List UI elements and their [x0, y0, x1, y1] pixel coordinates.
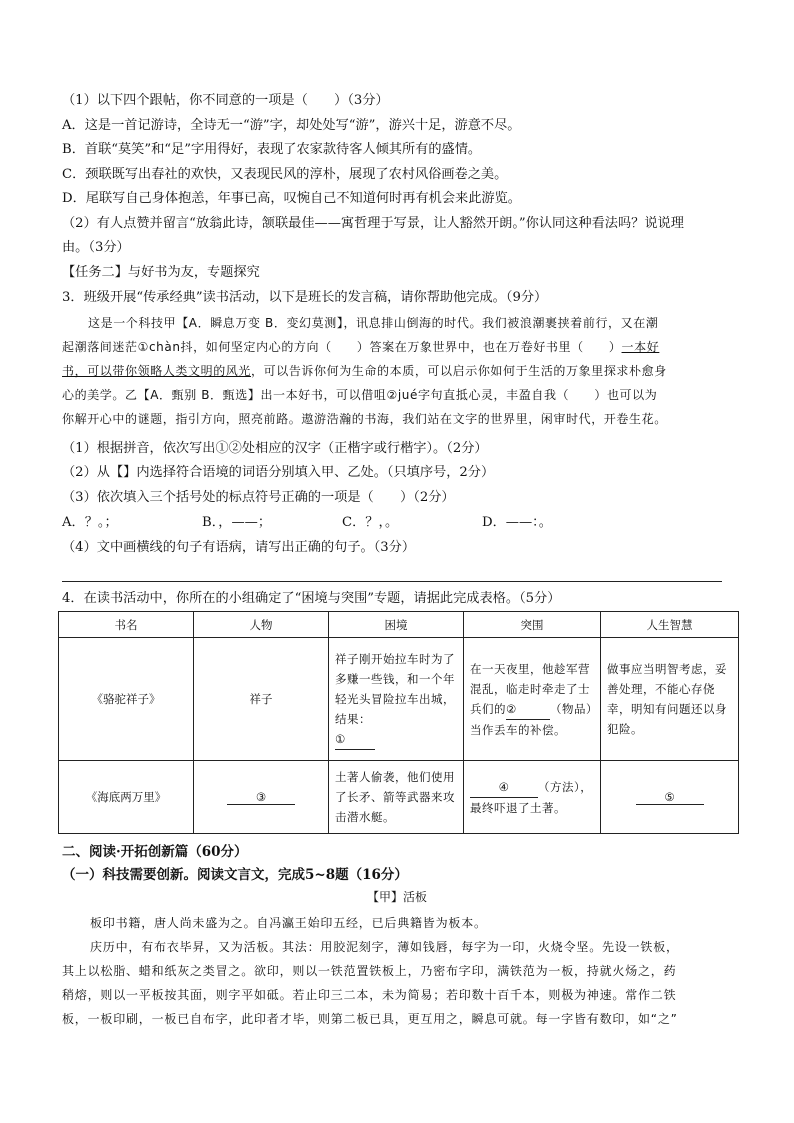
table-row: [59, 761, 739, 834]
row2-book: 《海底两万里》: [59, 761, 194, 834]
row2-dilemma: 土著人偷袭，他们使用了长矛、箭等武器来攻击潜水艇。: [329, 761, 464, 834]
q4-table: [58, 611, 739, 834]
q2-sub1: （1）以下四个跟帖，你不同意的一项是（ ）（3分）: [62, 93, 389, 108]
q3-option-b: B．，——；: [202, 515, 272, 530]
blank-5[interactable]: ⑤: [636, 790, 704, 805]
row1-person: 祥子: [194, 638, 329, 761]
q3-option-d: D．——：。: [482, 515, 552, 530]
q2-option-a: A．这是一首记游诗，全诗无一“游”字，却处处写“游”，游兴十足，游意不尽。: [62, 118, 521, 133]
blank-2[interactable]: ②: [506, 699, 550, 720]
passage-line-3: [62, 361, 667, 381]
q3-sub2: （2）从【】内选择符合语境的词语分别填入甲、乙处。（只填序号，2分）: [62, 465, 495, 480]
header-person: 人物: [194, 612, 329, 638]
row2-breakout: [464, 761, 601, 834]
classical-para-2-line-4: 板，一板印刷，一板已自布字，此印者才毕，则第二板已具，更互用之，瞬息可就。每一字皆有数印，如“之”: [62, 1012, 678, 1026]
section-2-1-heading: （一）科技需要创新。阅读文言文，完成5~8题（16分）: [62, 867, 408, 883]
header-breakout: 突围: [464, 612, 601, 638]
q4-stem: 4．在读书活动中，你所在的小组确定了“困境与突围”专题，请据此完成表格。（5分）: [62, 591, 561, 606]
classical-para-2-line-2: 其上以松脂、蜡和纸灰之类冒之。欲印，则以一铁范置铁板上，乃密布字印，满铁范为一板，持就火炀之，药: [62, 964, 677, 978]
table-header-row: [59, 612, 739, 638]
task2-heading: 【任务二】与好书为友，专题探究: [62, 265, 260, 280]
passage-line-1: 这是一个科技甲【A．瞬息万变 B．变幻莫测】，讯息排山倒海的时代。我们被浪潮裹挟着前行，又在潮: [88, 316, 659, 330]
row2-wisdom: [601, 761, 739, 834]
classical-para-1: 板印书籍，唐人尚未盛为之。自冯瀛王始印五经，已后典籍皆为板本。: [90, 916, 487, 930]
q2-option-b: B．首联“莫笑”和“足”字用得好，表现了农家款待客人倾其所有的盛情。: [62, 142, 482, 157]
row1-wisdom: 做事应当明智考虑，妥善处理，不能心存侥幸，明知有问题还以身犯险。: [601, 638, 739, 761]
row1-dilemma: [329, 638, 464, 761]
header-wisdom: 人生智慧: [601, 612, 739, 638]
answer-line[interactable]: [62, 581, 722, 582]
header-dilemma: 困境: [329, 612, 464, 638]
header-book: 书名: [59, 612, 194, 638]
row2-breakout-text: （方法），最终吓退了土著。: [470, 779, 593, 815]
classical-para-2-line-3: 稍熔，则以一平板按其面，则字平如砥。若止印三二本，未为简易；若印数十百千本，则极为神速。常作二铁: [62, 988, 677, 1002]
q2-option-c: C．颈联既写出春社的欢快，又表现民风的淳朴，展现了农村风俗画卷之美。: [62, 167, 508, 182]
q3-option-c: C．？，。: [342, 515, 399, 530]
row1-book: 《骆驼祥子》: [59, 638, 194, 761]
q3-stem: 3．班级开展“传承经典”读书活动，以下是班长的发言稿，请你帮助他完成。（9分）: [62, 290, 548, 305]
classical-title: 【甲】活板: [366, 890, 427, 904]
passage-line-2a: 起潮落间迷茫①chàn抖，如何坚定内心的方向（ ）答案在万象世界中，也在万卷好书里（ ）: [62, 340, 622, 354]
passage-underlined-2: 书，可以带你领略人类文明的风光: [62, 364, 252, 378]
q3-sub4: （4）文中画横线的句子有语病，请写出正确的句子。（3分）: [62, 540, 416, 555]
row1-dilemma-text: 祥子刚开始拉车时为了多赚一些钱，和一个年轻光头冒险拉车出城，结果：: [335, 651, 455, 726]
section-2-heading: 二、阅读·开拓创新篇（60分）: [62, 844, 248, 860]
classical-para-2-line-1: 庆历中，有布衣毕昇，又为活板。其法：用胶泥刻字，薄如钱唇，每字为一印，火烧令坚。先设一铁板，: [90, 940, 679, 954]
row1-breakout-text-b: （物品）当作丢车的补偿。: [470, 701, 593, 737]
passage-line-2: [62, 337, 659, 357]
q2-sub2-line2: 由。（3分）: [62, 240, 130, 255]
q3-sub3: （3）依次填入三个括号处的标点符号正确的一项是（ ）（2分）: [62, 490, 455, 505]
passage-line-4: 心的美学。乙【A．甄别 B．甄选】出一本好书，可以借咀②jué字句直抵心灵，丰盈自我（ ）也可以为: [62, 388, 658, 402]
passage-underlined-1: 一本好: [621, 340, 660, 354]
q2-option-d: D．尾联写自己身体抱恙，年事已高，叹惋自己不知道何时再有机会来此游览。: [62, 191, 521, 206]
table-row: [59, 638, 739, 761]
row1-breakout-text-a: 在一天夜里，他趁军营混乱，临走时牵走了士兵们的: [470, 661, 590, 716]
blank-3[interactable]: ③: [227, 790, 295, 805]
blank-1[interactable]: ①: [335, 729, 375, 750]
passage-line-3b: ，可以告诉你何为生命的本质，可以启示你如何于生活的万象里探求朴愈身: [251, 364, 667, 378]
blank-4[interactable]: ④: [470, 777, 538, 798]
q2-sub2-line1: （2）有人点赞并留言“放翁此诗，颔联最佳——寓哲理于写景，让人豁然开朗。”你认同这种看法吗？说说理: [62, 216, 684, 231]
passage-line-5: 你解开心中的谜题，指引方向，照亮前路。遨游浩瀚的书海，我们站在文字的世界里，闲审时代，开卷生花。: [62, 412, 667, 426]
row2-person: [194, 761, 329, 834]
q3-sub1: （1）根据拼音，依次写出①②处相应的汉字（正楷字或行楷字）。（2分）: [62, 441, 488, 456]
q3-option-a: A．？。；: [62, 515, 118, 530]
row1-breakout: [464, 638, 601, 761]
